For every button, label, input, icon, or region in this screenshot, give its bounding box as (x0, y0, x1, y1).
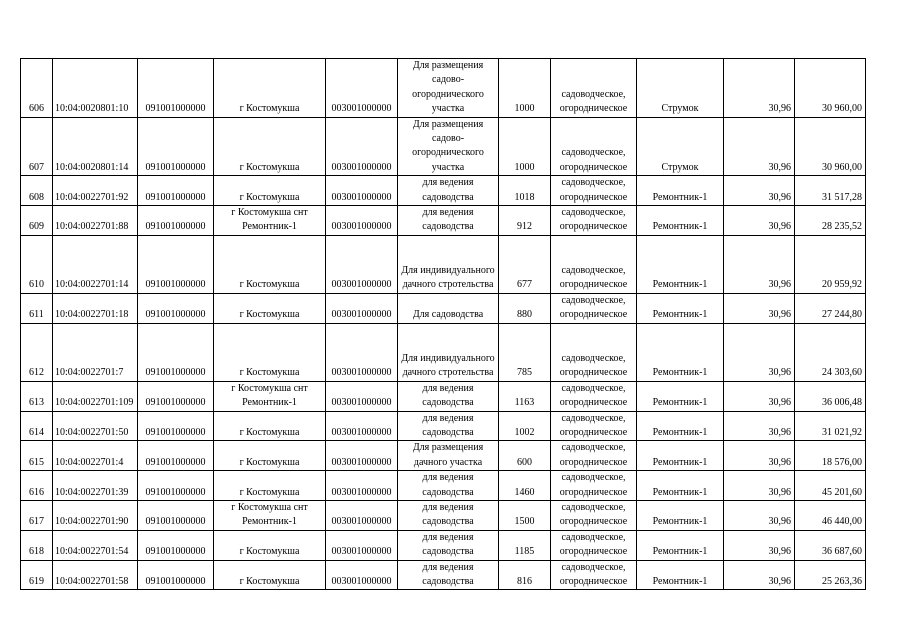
area-cell: 600 (499, 441, 551, 471)
area-cell: 1002 (499, 411, 551, 441)
cadastral-value-cell: 25 263,36 (795, 560, 866, 590)
locality-cell: г Костомукша (214, 293, 326, 323)
permitted-use-cell: для ведения садоводства (398, 381, 499, 411)
cadastral-value-cell: 30 960,00 (795, 59, 866, 118)
table-row (21, 530, 866, 560)
cadastral-value-cell: 45 201,60 (795, 471, 866, 501)
rate-cell: 30,96 (724, 59, 795, 118)
cadastral-number-cell: 10:04:0020801:14 (53, 117, 138, 176)
association-name-cell: Ремонтник-1 (637, 293, 724, 323)
locality-cell: г Костомукша (214, 530, 326, 560)
association-name-cell: Ремонтник-1 (637, 560, 724, 590)
table-row (21, 471, 866, 501)
cadastral-value-cell: 36 687,60 (795, 530, 866, 560)
locality-cell: г Костомукша (214, 441, 326, 471)
permitted-use-cell: для ведения садоводства (398, 530, 499, 560)
code-cell: 003001000000 (326, 235, 398, 293)
row-number-cell: 610 (21, 235, 53, 293)
okato-code-cell: 091001000000 (138, 381, 214, 411)
code-cell: 003001000000 (326, 471, 398, 501)
okato-code-cell: 091001000000 (138, 560, 214, 590)
area-cell: 1185 (499, 530, 551, 560)
cadastral-number-cell: 10:04:0022701:39 (53, 471, 138, 501)
category-cell: садоводческое, огородническое (551, 323, 637, 381)
table-row (21, 381, 866, 411)
locality-cell: г Костомукша (214, 117, 326, 176)
rate-cell: 30,96 (724, 381, 795, 411)
area-cell: 1163 (499, 381, 551, 411)
okato-code-cell: 091001000000 (138, 441, 214, 471)
row-number-cell: 611 (21, 293, 53, 323)
cadastral-value-cell: 28 235,52 (795, 206, 866, 236)
code-cell: 003001000000 (326, 206, 398, 236)
table-row (21, 411, 866, 441)
cadastral-number-cell: 10:04:0020801:10 (53, 59, 138, 118)
association-name-cell: Ремонтник-1 (637, 206, 724, 236)
category-cell: садоводческое, огородническое (551, 293, 637, 323)
code-cell: 003001000000 (326, 530, 398, 560)
association-name-cell: Ремонтник-1 (637, 441, 724, 471)
category-cell: садоводческое, огородническое (551, 500, 637, 530)
locality-cell: г Костомукша снт Ремонтник-1 (214, 381, 326, 411)
permitted-use-cell: для ведения садоводства (398, 206, 499, 236)
row-number-cell: 619 (21, 560, 53, 590)
rate-cell: 30,96 (724, 530, 795, 560)
cadastral-number-cell: 10:04:0022701:54 (53, 530, 138, 560)
rate-cell: 30,96 (724, 560, 795, 590)
area-cell: 677 (499, 235, 551, 293)
rate-cell: 30,96 (724, 323, 795, 381)
cadastral-value-cell: 30 960,00 (795, 117, 866, 176)
row-number-cell: 618 (21, 530, 53, 560)
cadastral-value-cell: 31 517,28 (795, 176, 866, 206)
row-number-cell: 608 (21, 176, 53, 206)
table-row (21, 323, 866, 381)
cadastral-value-cell: 46 440,00 (795, 500, 866, 530)
rate-cell: 30,96 (724, 206, 795, 236)
association-name-cell: Ремонтник-1 (637, 323, 724, 381)
rate-cell: 30,96 (724, 176, 795, 206)
table-row (21, 176, 866, 206)
okato-code-cell: 091001000000 (138, 293, 214, 323)
category-cell: садоводческое, огородническое (551, 530, 637, 560)
permitted-use-cell: для ведения садоводства (398, 471, 499, 501)
code-cell: 003001000000 (326, 411, 398, 441)
locality-cell: г Костомукша (214, 560, 326, 590)
cadastral-number-cell: 10:04:0022701:109 (53, 381, 138, 411)
okato-code-cell: 091001000000 (138, 206, 214, 236)
association-name-cell: Струмок (637, 59, 724, 118)
area-cell: 880 (499, 293, 551, 323)
okato-code-cell: 091001000000 (138, 59, 214, 118)
area-cell: 816 (499, 560, 551, 590)
cadastral-value-cell: 18 576,00 (795, 441, 866, 471)
category-cell: садоводческое, огородническое (551, 411, 637, 441)
locality-cell: г Костомукша (214, 411, 326, 441)
cadastral-value-cell: 24 303,60 (795, 323, 866, 381)
rate-cell: 30,96 (724, 471, 795, 501)
permitted-use-cell: Для садоводства (398, 293, 499, 323)
table-row (21, 117, 866, 176)
row-number-cell: 614 (21, 411, 53, 441)
table-row (21, 235, 866, 293)
area-cell: 1000 (499, 117, 551, 176)
association-name-cell: Ремонтник-1 (637, 235, 724, 293)
area-cell: 1500 (499, 500, 551, 530)
permitted-use-cell: Для размещения дачного участка (398, 441, 499, 471)
table-row (21, 206, 866, 236)
area-cell: 1460 (499, 471, 551, 501)
cadastral-number-cell: 10:04:0022701:14 (53, 235, 138, 293)
locality-cell: г Костомукша (214, 323, 326, 381)
locality-cell: г Костомукша (214, 176, 326, 206)
cadastral-value-cell: 31 021,92 (795, 411, 866, 441)
category-cell: садоводческое, огородническое (551, 560, 637, 590)
cadastral-value-cell: 36 006,48 (795, 381, 866, 411)
row-number-cell: 617 (21, 500, 53, 530)
code-cell: 003001000000 (326, 176, 398, 206)
rate-cell: 30,96 (724, 235, 795, 293)
locality-cell: г Костомукша (214, 235, 326, 293)
association-name-cell: Ремонтник-1 (637, 500, 724, 530)
code-cell: 003001000000 (326, 59, 398, 118)
row-number-cell: 606 (21, 59, 53, 118)
row-number-cell: 607 (21, 117, 53, 176)
okato-code-cell: 091001000000 (138, 411, 214, 441)
category-cell: садоводческое, огородническое (551, 59, 637, 118)
cadastral-number-cell: 10:04:0022701:92 (53, 176, 138, 206)
locality-cell: г Костомукша снт Ремонтник-1 (214, 500, 326, 530)
cadastral-number-cell: 10:04:0022701:18 (53, 293, 138, 323)
locality-cell: г Костомукша (214, 59, 326, 118)
category-cell: садоводческое, огородническое (551, 381, 637, 411)
table-row (21, 441, 866, 471)
code-cell: 003001000000 (326, 323, 398, 381)
association-name-cell: Ремонтник-1 (637, 530, 724, 560)
code-cell: 003001000000 (326, 500, 398, 530)
locality-cell: г Костомукша (214, 471, 326, 501)
area-cell: 912 (499, 206, 551, 236)
cadastral-number-cell: 10:04:0022701:50 (53, 411, 138, 441)
table-row (21, 293, 866, 323)
permitted-use-cell: для ведения садоводства (398, 411, 499, 441)
code-cell: 003001000000 (326, 381, 398, 411)
okato-code-cell: 091001000000 (138, 323, 214, 381)
category-cell: садоводческое, огородническое (551, 235, 637, 293)
permitted-use-cell: Для размещения садово-огороднического участка (398, 117, 499, 176)
table-row (21, 500, 866, 530)
permitted-use-cell: Для индивидуального дачного стротельства (398, 235, 499, 293)
row-number-cell: 616 (21, 471, 53, 501)
okato-code-cell: 091001000000 (138, 117, 214, 176)
okato-code-cell: 091001000000 (138, 471, 214, 501)
cadastral-value-cell: 20 959,92 (795, 235, 866, 293)
code-cell: 003001000000 (326, 117, 398, 176)
area-cell: 1018 (499, 176, 551, 206)
rate-cell: 30,96 (724, 500, 795, 530)
land-plots-table (20, 58, 866, 590)
area-cell: 1000 (499, 59, 551, 118)
permitted-use-cell: Для индивидуального дачного стротельства (398, 323, 499, 381)
category-cell: садоводческое, огородническое (551, 206, 637, 236)
association-name-cell: Ремонтник-1 (637, 381, 724, 411)
permitted-use-cell: для ведения садоводства (398, 500, 499, 530)
permitted-use-cell: Для размещения садово-огороднического участка (398, 59, 499, 118)
permitted-use-cell: для ведения садоводства (398, 176, 499, 206)
row-number-cell: 613 (21, 381, 53, 411)
okato-code-cell: 091001000000 (138, 500, 214, 530)
code-cell: 003001000000 (326, 441, 398, 471)
category-cell: садоводческое, огородническое (551, 471, 637, 501)
cadastral-value-cell: 27 244,80 (795, 293, 866, 323)
category-cell: садоводческое, огородническое (551, 176, 637, 206)
rate-cell: 30,96 (724, 117, 795, 176)
row-number-cell: 615 (21, 441, 53, 471)
code-cell: 003001000000 (326, 560, 398, 590)
row-number-cell: 612 (21, 323, 53, 381)
cadastral-number-cell: 10:04:0022701:4 (53, 441, 138, 471)
cadastral-number-cell: 10:04:0022701:88 (53, 206, 138, 236)
code-cell: 003001000000 (326, 293, 398, 323)
okato-code-cell: 091001000000 (138, 176, 214, 206)
association-name-cell: Струмок (637, 117, 724, 176)
association-name-cell: Ремонтник-1 (637, 411, 724, 441)
cadastral-number-cell: 10:04:0022701:90 (53, 500, 138, 530)
row-number-cell: 609 (21, 206, 53, 236)
rate-cell: 30,96 (724, 441, 795, 471)
locality-cell: г Костомукша снт Ремонтник-1 (214, 206, 326, 236)
association-name-cell: Ремонтник-1 (637, 176, 724, 206)
category-cell: садоводческое, огородническое (551, 117, 637, 176)
cadastral-number-cell: 10:04:0022701:58 (53, 560, 138, 590)
table-row (21, 560, 866, 590)
okato-code-cell: 091001000000 (138, 235, 214, 293)
area-cell: 785 (499, 323, 551, 381)
okato-code-cell: 091001000000 (138, 530, 214, 560)
table-row (21, 59, 866, 118)
cadastral-number-cell: 10:04:0022701:7 (53, 323, 138, 381)
table-body (21, 59, 866, 590)
rate-cell: 30,96 (724, 411, 795, 441)
association-name-cell: Ремонтник-1 (637, 471, 724, 501)
permitted-use-cell: для ведения садоводства (398, 560, 499, 590)
category-cell: садоводческое, огородническое (551, 441, 637, 471)
rate-cell: 30,96 (724, 293, 795, 323)
